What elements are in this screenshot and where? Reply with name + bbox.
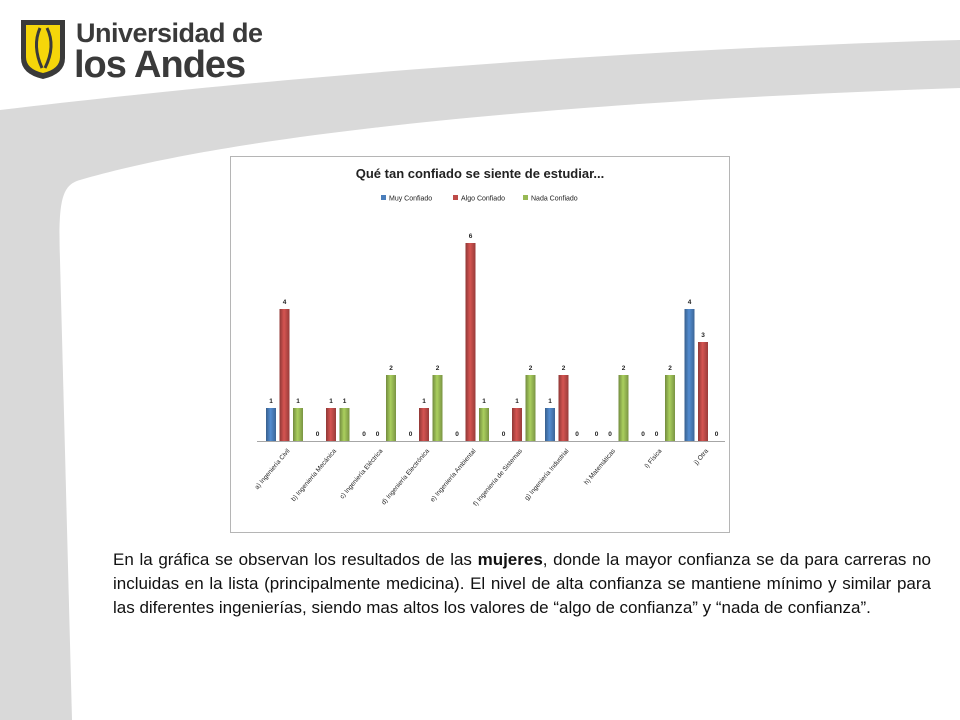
- data-label-3-1: 0: [362, 431, 366, 438]
- category-label-7: g) Ingeniería Industrial: [523, 447, 571, 502]
- bar-6-2: [512, 408, 522, 441]
- legend-label-1: Muy Confiado: [389, 195, 433, 203]
- data-label-2-3: 1: [342, 398, 347, 405]
- data-label-4-3: 2: [435, 365, 440, 372]
- data-label-10-1: 4: [687, 299, 692, 306]
- legend-label-3: Nada Confiado: [531, 195, 578, 203]
- data-label-2-1: 0: [315, 431, 320, 438]
- category-label-10: j) Otra: [693, 447, 711, 467]
- bar-4-3: [433, 375, 443, 441]
- bar-5-2: [466, 243, 476, 441]
- data-label-4-2: 1: [422, 398, 426, 405]
- data-label-1-1: 1: [269, 398, 273, 405]
- data-label-10-3: 0: [714, 431, 719, 438]
- data-label-1-3: 1: [296, 398, 300, 405]
- legend-swatch-1: [381, 195, 386, 200]
- data-label-4-1: 0: [408, 431, 413, 438]
- bar-7-1: [545, 408, 555, 441]
- category-label-5: e) Ingeniería Ambiental: [429, 447, 478, 504]
- bar-8-3: [619, 375, 629, 441]
- bar-2-3: [340, 408, 350, 441]
- data-label-8-2: 0: [608, 431, 612, 438]
- bar-6-3: [526, 375, 536, 441]
- bar-2-2: [326, 408, 336, 441]
- bar-7-2: [559, 375, 569, 441]
- logo-text-line2: los Andes: [74, 44, 246, 86]
- legend-swatch-2: [453, 195, 458, 200]
- data-label-6-1: 0: [501, 431, 506, 438]
- logo-text-line1: Universidad de: [76, 18, 263, 48]
- bar-3-3: [386, 375, 396, 441]
- bar-9-3: [665, 375, 675, 441]
- data-label-5-2: 6: [468, 233, 473, 240]
- data-label-7-2: 2: [561, 365, 566, 372]
- category-label-3: c) Ingeniería Eléctrica: [338, 447, 385, 501]
- chart-container: [230, 156, 730, 533]
- data-label-8-3: 2: [621, 365, 626, 372]
- category-label-9: i) Física: [643, 447, 664, 470]
- chart-title: Qué tan confiado se siente de estudiar...: [355, 166, 605, 181]
- bar-10-1: [685, 309, 695, 441]
- category-label-6: f) Ingeniería de Sistemas: [472, 447, 525, 508]
- data-label-6-2: 1: [515, 398, 519, 405]
- legend-label-2: Algo Confiado: [461, 195, 505, 203]
- caption-paragraph: [113, 548, 931, 620]
- bar-1-1: [266, 408, 276, 441]
- caption-part2: , donde la mayor confianza se da para carreras no incluidas en la lista (principalmente medicina). El nivel de alta confianza se mantiene mínimo y similar para las diferentes ingenierías, siendo mas altos los valores de “algo de confianza” y “nada de confianza”.: [113, 550, 931, 617]
- university-logo: [18, 16, 263, 86]
- category-label-4: d) Ingeniería Electrónica: [380, 447, 432, 507]
- data-label-1-2: 4: [282, 299, 287, 306]
- category-label-8: h) Matemáticas: [583, 447, 618, 487]
- bar-chart: [231, 157, 729, 532]
- bar-1-2: [280, 309, 290, 441]
- bar-10-2: [698, 342, 708, 441]
- data-label-2-2: 1: [329, 398, 333, 405]
- bar-4-2: [419, 408, 429, 441]
- legend-swatch-3: [523, 195, 528, 200]
- logo-emblem-icon: [18, 18, 68, 80]
- caption-part1: En la gráfica se observan los resultados de las: [113, 550, 478, 569]
- data-label-3-3: 2: [389, 365, 393, 372]
- data-label-9-1: 0: [641, 431, 645, 438]
- data-label-6-3: 2: [528, 365, 533, 372]
- caption-bold: mujeres: [477, 550, 543, 569]
- data-label-9-3: 2: [668, 365, 672, 372]
- bar-1-3: [293, 408, 303, 441]
- data-label-7-1: 1: [548, 398, 552, 405]
- category-label-1: a) Ingeniería Civil: [253, 447, 292, 492]
- data-label-7-3: 0: [575, 431, 579, 438]
- category-label-2: b) Ingeniería Mecánica: [290, 447, 339, 503]
- data-label-9-2: 0: [654, 431, 659, 438]
- data-label-5-3: 1: [482, 398, 486, 405]
- bar-5-3: [479, 408, 489, 441]
- data-label-3-2: 0: [375, 431, 380, 438]
- data-label-10-2: 3: [701, 332, 705, 339]
- data-label-5-1: 0: [455, 431, 459, 438]
- data-label-8-1: 0: [594, 431, 599, 438]
